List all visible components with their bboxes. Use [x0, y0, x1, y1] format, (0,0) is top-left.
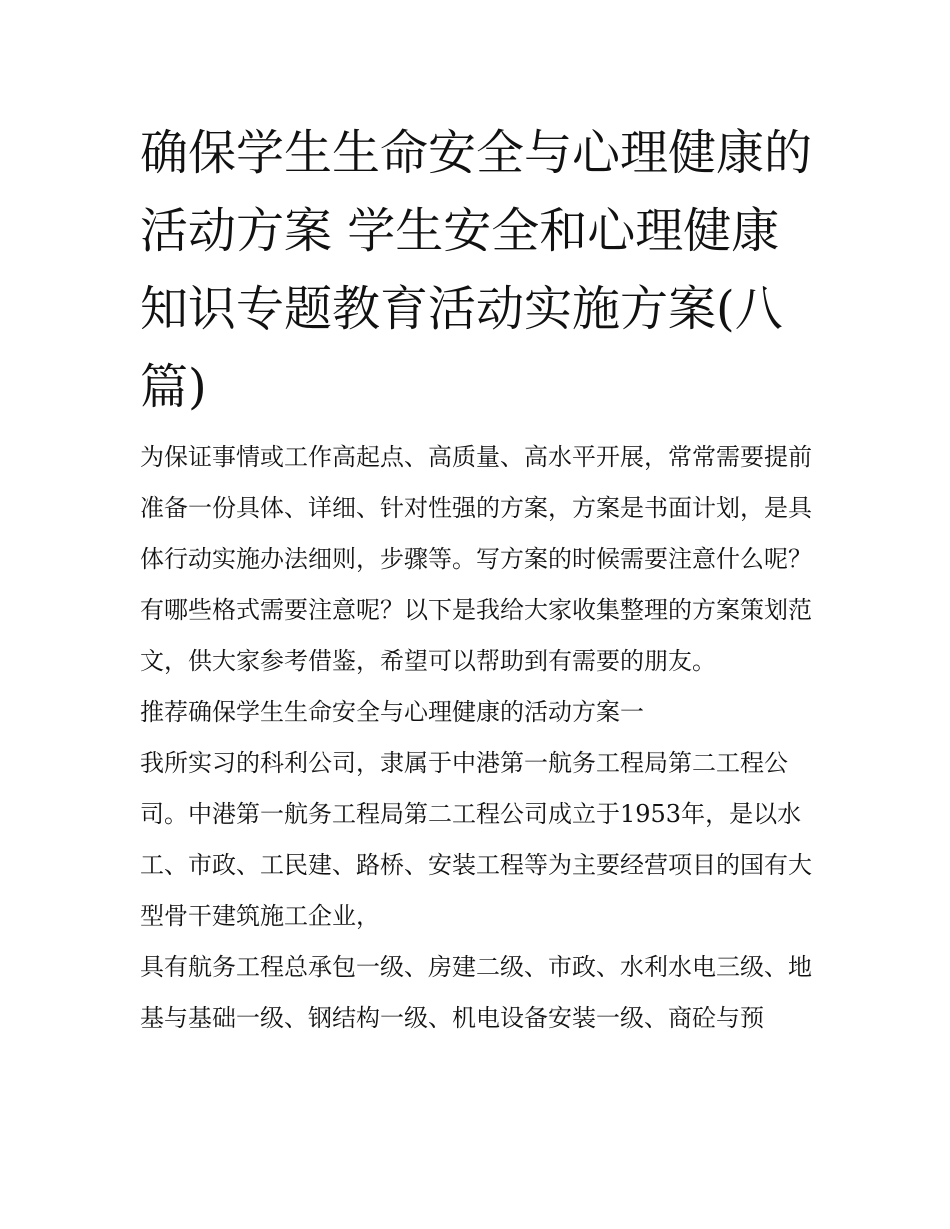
body-paragraph: 我所实习的科利公司，隶属于中港第一航务工程局第二工程公司。中港第一航务工程局第二工程公司成立于1953年，是以水工、市政、工民建、路桥、安装工程等为主要经营项目的国有大型骨干建筑施工企业， [140, 749, 812, 930]
body-paragraph: 具有航务工程总承包一级、房建二级、市政、水利水电三级、地基与基础一级、钢结构一级、机电设备安装一级、商砼与预 [140, 953, 812, 1032]
section-heading: 推荐确保学生生命安全与心理健康的活动方案一 [140, 698, 644, 726]
document-body [140, 114, 815, 1044]
intro-paragraph: 为保证事情或工作高起点、高质量、高水平开展，常常需要提前准备一份具体、详细、针对性强的方案，方案是书面计划，是具体行动实施办法细则，步骤等。写方案的时候需要注意什么呢？有哪些格式需要注意呢？以下是我给大家收集整理的方案策划范文，供大家参考借鉴，希望可以帮助到有需要的朋友。 [140, 443, 812, 675]
document-title: 确保学生生命安全与心理健康的活动方案 学生安全和心理健康知识专题教育活动实施方案(八篇) [140, 125, 813, 415]
